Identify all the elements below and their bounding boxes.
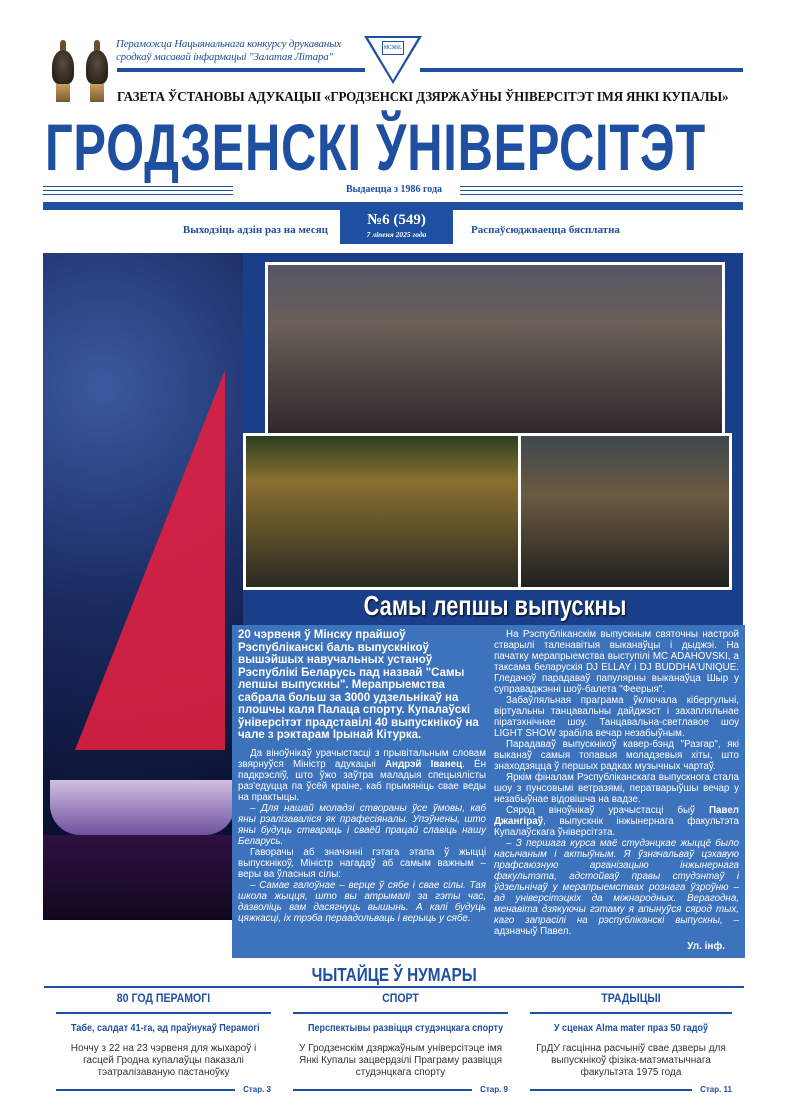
page-ref: Стар. 11 <box>700 1085 732 1094</box>
article-column-1: 20 чэрвеня ў Мінску прайшоў Рэспубліканскі баль выпускнікоў вышэйшых навучальных устаноў Рэспублікі Беларусь пад назвай "Самы лепшы выпускны". Мерапрыемства сабрала больш за 3000 удзельнікаў на плошчы каля Палаца спорту. Купалаўскі ўніверсітэт прадставілі 40 выпускнікоў на чале з рэктарам Ірынай Кітурка. Да віноўнікаў урачыстасці з прывітальным словам звярнуўся Міністр адукацыі Андрэй Іванец. Ён падкрэсліў, што ўжо заўтра маладыя спецыялісты раз'едуцца па ўсёй краіне, каб прымяніць свае веды на практыцы. – Для нашай моладзі створаны ўсе ўмовы, каб яны рэалізаваліся як прафесіяналы. Упэўнены, што яны будуць ствараць і сваёй працай славіць нашу Беларусь. Гаворачы аб значэнні гэтага этапа ў жыцці выпускнікоў, Міністр нагадаў аб самым важным – веры ва ўласныя сілы: – Самае галоўнае – верце ў сябе і свае сілы. Тая школа жыцця, што вы атрымалі за гэты час, дазволіць вам дасягнуць вышынь. А калі будуць цяжкасці, іх трэба пераадольваць і верыць у сябе. <box>238 629 486 924</box>
newspaper-subtitle: ГАЗЕТА ЎСТАНОВЫ АДУКАЦЫІ «ГРОДЗЕНСКІ ДЗЯРЖАЎНЫ ЎНІВЕРСІТЭТ ІМЯ ЯНКІ КУПАЛЫ» <box>117 90 729 105</box>
newspaper-title: ГРОДЗЕНСКІ ЎНІВЕРСІТЭТ <box>45 110 706 184</box>
group-photo-2 <box>243 433 521 590</box>
golden-letter-award-icon <box>50 40 76 104</box>
award-motto: Пераможца Нацыянальнага конкурсу друкаваных сродкаў масавай інфармацыі "Залатая Літара" <box>116 38 342 63</box>
group-photo-1 <box>265 262 725 436</box>
divider <box>420 68 743 72</box>
contents-list <box>44 988 744 1094</box>
logo-text: МСЖКL <box>382 41 404 55</box>
article-headline: Самы лепшы выпускны <box>363 590 627 621</box>
frequency-label: Выходзіць адзін раз на месяц <box>182 224 328 236</box>
issue-badge: №6 (549) 7 лiпеня 2025 года <box>340 210 453 244</box>
group-photo-3 <box>518 433 732 590</box>
divider <box>117 68 365 72</box>
contents-section[interactable]: ТРАДЫЦЫІ У сценах Alma mater праз 50 гадоў ГрДУ гасцінна расчыніў свае дзверы для выпускнікоў фізіка-матэматычнага факультэта 1975 года Стар. 11 <box>530 988 732 1094</box>
article-column-2: На Рэспубліканскім выпускным святочны настрой стварылі таленавітыя выканаўцы і дыджэі. На пачатку мерапрыемства выступілі MC ADAHOVSKI, а таксама беларускія DJ ELLAY і DJ BUDDHA'UNIQUE. Гледачоў парадаваў папулярны выканаўца Шыр у суправаджэнні шоў-балета "Феерыя". Забаўляльная праграма ўключала кібергульні, віртуальны танцавальны дайджэст і захапляльнае піратэхнічнае шоу. Танцавальна-светлавое шоу LIGHT SHOW зрабіла вечар незабыўным. Парадаваў выпускнікоў кавер-бэнд "Разгар", які выканаў самыя топавыя моладзевыя хіты, што знаходзяцца ў першых радках музычных чартаў. Яркім фіналам Рэспубліканскага выпускнога стала шоу з пунсовымі ветразямі, ператварыўшы вечар у незабыўнае відовішча на вадзе. Сярод віноўнікаў урачыстасці быў Павел Джангіраў, выпускнік інжынернага факультэта Купалаўскага ўніверсітэта. – З першага курса маё студэнцкае жыццё было насычаным і актыўным. Я ўзначальваў цэхавую прафсаюзную арганізацыю інжынернага факультэта, адстойваў правы студэнтаў і ўдзельнічаў у мерапрыемствах рознага ўзроўню – ад універсітэцкіх да міжнародных. Верагодна, менавіта дзякуючы гэтаму я апынуўся сярод тых, каго запрасілі на рэспубліканскі выпускны, – адзначыў Павел. Ул. інф. <box>494 629 739 952</box>
article-signature: Ул. інф. <box>687 941 725 952</box>
distribution-label: Распаўсюджваецца бясплатна <box>471 224 620 236</box>
divider <box>43 202 743 210</box>
since-label: Выдаецца з 1986 года <box>345 184 443 195</box>
article-body <box>232 625 745 958</box>
contents-heading: ЧЫТАЙЦЕ Ў НУМАРЫ <box>311 965 477 985</box>
page-ref: Стар. 3 <box>243 1085 271 1094</box>
contents-section[interactable]: 80 ГОД ПЕРАМОГІ Табе, салдат 41-га, ад праўнукаў Перамогі Ноччу з 22 на 23 чэрвеня для жыхароў і гасцей Гродна купалаўцы паказалі тэатралізаваную пастаноўку Стар. 3 <box>56 988 271 1094</box>
article-lead: 20 чэрвеня ў Мінску прайшоў Рэспубліканскі баль выпускнікоў вышэйшых навучальных устаноў Рэспублікі Беларусь пад назвай "Самы лепшы выпускны". Мерапрыемства сабрала больш за 3000 удзельнікаў на плошчы каля Палаца спорту. Купалаўскі ўніверсітэт прадставілі 40 выпускнікоў на чале з рэктарам Ірынай Кітурка. <box>238 629 479 741</box>
golden-letter-award-icon <box>84 40 110 104</box>
page-ref: Стар. 9 <box>480 1085 508 1094</box>
contents-section[interactable]: СПОРТ Перспектывы развіцця студэнцкага спорту У Гродзенскім дзяржаўным універсітэце імя Янкі Купалы зацвердзілі Праграму развіцця студэнцкага спорту Стар. 9 <box>293 988 508 1094</box>
